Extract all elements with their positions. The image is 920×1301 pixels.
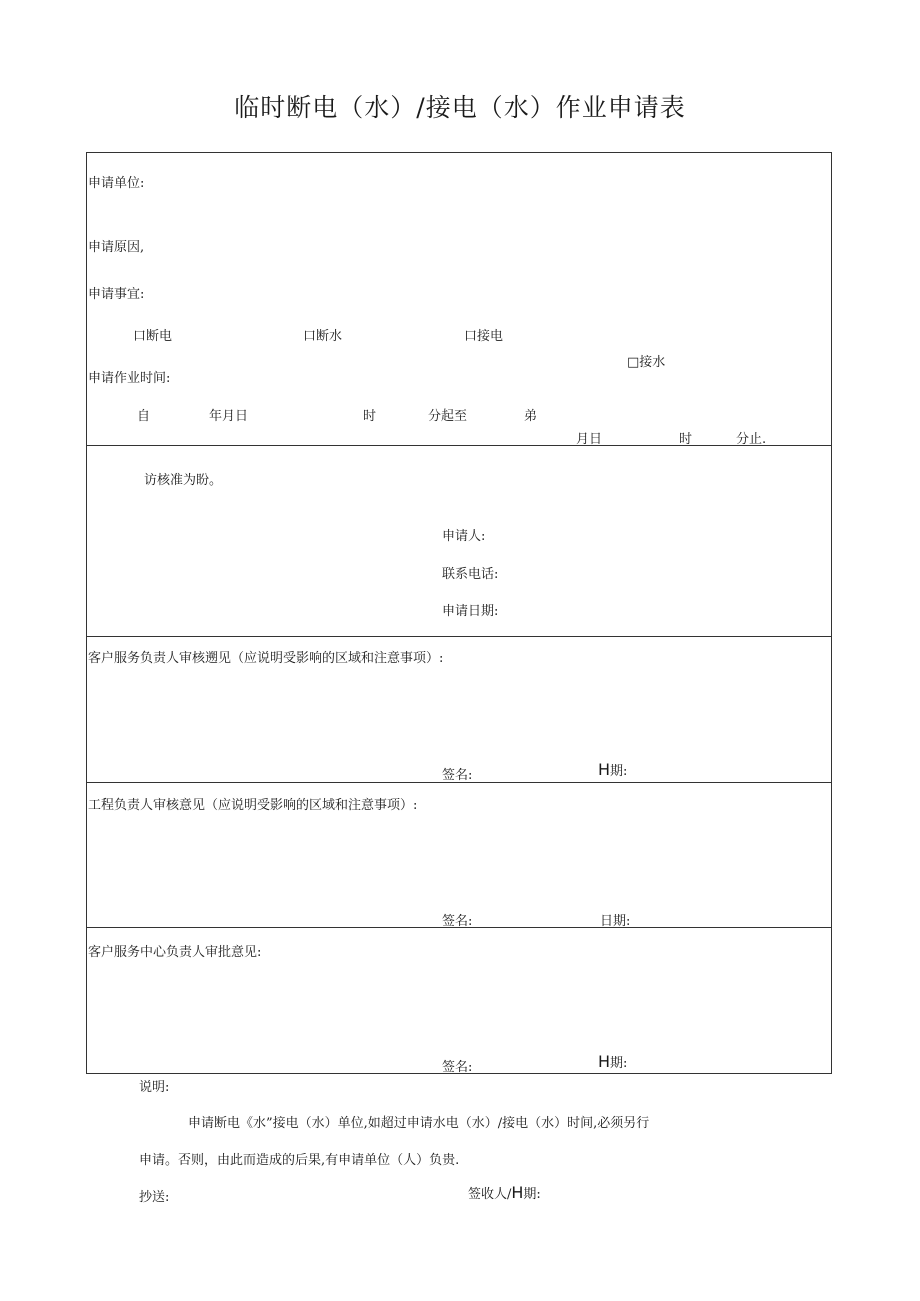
time-start-hour-label: 时 bbox=[363, 409, 377, 424]
signature-label: 签名: bbox=[442, 914, 473, 929]
section-divider bbox=[86, 636, 832, 637]
apply-reason-label: 申请原因, bbox=[88, 240, 145, 255]
time-start-date-label: 年月日 bbox=[209, 409, 249, 424]
time-from-label: 自 bbox=[137, 409, 151, 424]
notes-line-1: 申请断电《水”接电（水）单位,如超过申请水电（水）/接电（水）时间,必须另行 bbox=[188, 1116, 650, 1131]
signature-label: 签名: bbox=[442, 768, 473, 783]
notes-title: 说明: bbox=[139, 1080, 170, 1095]
date-label: H期: bbox=[598, 1052, 628, 1071]
notes-line-2: 申请。否则，由此而造成的后果,有申请单位（人）负贵. bbox=[139, 1153, 460, 1168]
service-center-approval-label: 客户服务中心负责人审批意见: bbox=[88, 945, 262, 960]
time-start-minute-label: 分起至 bbox=[428, 409, 468, 424]
signature-label: 签名: bbox=[442, 1060, 473, 1075]
option-water-off-checkbox[interactable]: 口断水 bbox=[303, 329, 343, 344]
work-time-label: 申请作业时间: bbox=[88, 371, 171, 386]
apply-date-label: 申请日期: bbox=[442, 604, 499, 619]
apply-matter-label: 申请事宜: bbox=[88, 287, 145, 302]
time-end-minute-label: 分止. bbox=[736, 432, 767, 447]
date-label: H期: bbox=[598, 760, 628, 779]
customer-service-review-label: 客户服务负责人审核遡见（应说明受影响的区域和注意事项）: bbox=[88, 651, 444, 666]
approval-request-statement: 访核准为盼。 bbox=[144, 473, 223, 488]
time-end-year-label: 弟 bbox=[524, 409, 538, 424]
receiver-date-label: 签收人/H期: bbox=[468, 1183, 541, 1202]
applicant-label: 申请人: bbox=[442, 529, 486, 544]
time-end-hour-label: 时 bbox=[679, 432, 693, 447]
cc-label: 抄送: bbox=[139, 1190, 170, 1205]
page-title: 临时断电（水）/接电（水）作业申请表 bbox=[234, 93, 686, 122]
apply-unit-label: 申请单位: bbox=[88, 176, 145, 191]
date-label: 日期: bbox=[600, 914, 631, 929]
option-power-off-checkbox[interactable]: 口断电 bbox=[133, 329, 173, 344]
time-end-date-label: 月日 bbox=[576, 432, 603, 447]
option-water-on-checkbox[interactable]: □接水 bbox=[627, 355, 666, 370]
engineering-review-label: 工程负责人审核意见（应说明受影响的区域和注意事项）: bbox=[88, 798, 418, 813]
option-power-on-checkbox[interactable]: 口接电 bbox=[464, 329, 504, 344]
contact-phone-label: 联系电话: bbox=[442, 567, 499, 582]
section-divider bbox=[86, 445, 832, 446]
